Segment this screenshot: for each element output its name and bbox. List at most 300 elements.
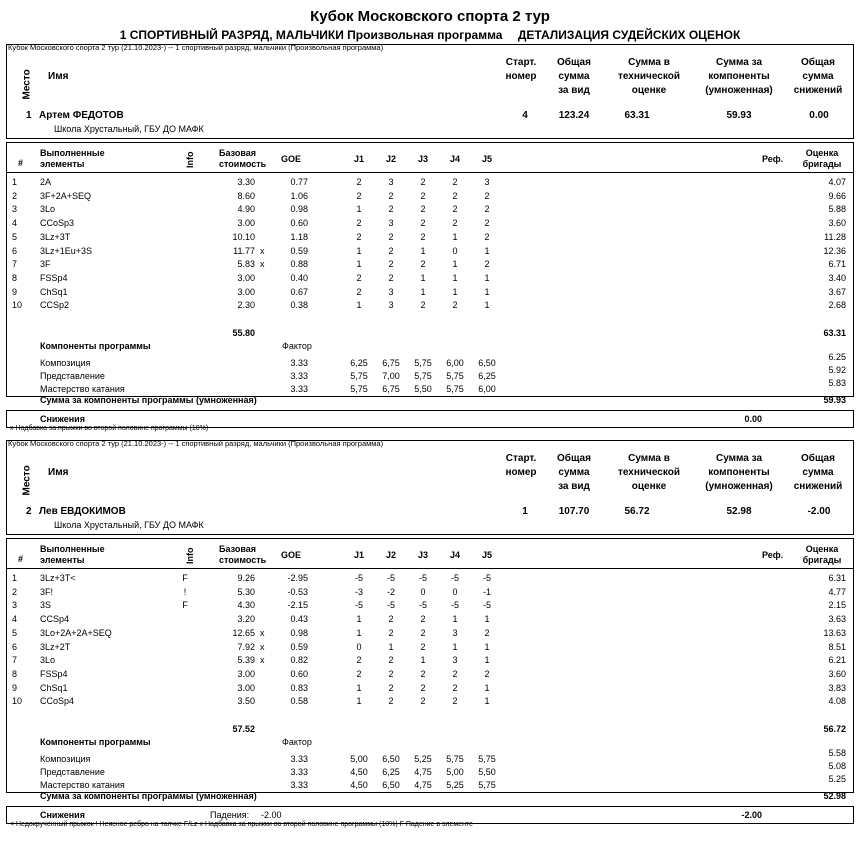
component-judge-score: 6,25	[382, 767, 400, 777]
element-panel-score: 4.08	[828, 696, 846, 707]
element-judge-score: 2	[420, 231, 426, 242]
element-bonus-mark: x	[260, 627, 265, 638]
component-judge-score: 5,75	[478, 754, 496, 764]
component-name: Композиция	[40, 754, 91, 764]
element-number: 4	[12, 614, 18, 625]
element-code: FSSp4	[40, 668, 68, 679]
element-panel-score: 8.51	[828, 641, 846, 652]
element-judge-score: 1	[484, 614, 490, 625]
element-judge-score: 1	[356, 300, 362, 311]
element-goe: -2.95	[287, 573, 308, 583]
total-header: Общая сумма за вид	[557, 57, 591, 96]
element-judge-score: 2	[420, 300, 426, 311]
name-header: Имя	[48, 71, 69, 82]
element-info: !	[183, 586, 187, 597]
component-judge-score: 5,75	[414, 371, 432, 381]
element-judge-score: 0	[452, 586, 458, 597]
element-code: 3F+2A+SEQ	[40, 190, 92, 201]
element-number: 5	[12, 231, 18, 242]
start-no-value: 4	[522, 110, 528, 121]
element-code: 3F	[40, 259, 51, 270]
element-goe: -2.15	[287, 600, 308, 611]
element-judge-score: 2	[420, 682, 426, 693]
element-info: F	[182, 600, 188, 611]
pcs-sum-label: Сумма за компоненты программы (умноженная)	[40, 395, 257, 405]
element-goe: 0.40	[290, 272, 308, 283]
component-judge-score: 6,25	[350, 358, 368, 368]
element-base-value: 3.00	[237, 218, 255, 229]
element-judge-score: 2	[420, 641, 426, 652]
element-judge-score: 1	[420, 655, 426, 666]
component-judge-score: 5,75	[446, 754, 464, 764]
component-judge-score: 5,25	[446, 780, 464, 790]
element-judge-score: 0	[452, 245, 458, 256]
component-judge-score: 4,75	[414, 780, 432, 790]
component-factor: 3.33	[290, 767, 308, 777]
element-judge-score: 2	[452, 177, 458, 187]
element-judge-score: 3	[388, 218, 394, 229]
component-name: Мастерство катания	[40, 780, 125, 790]
deductions-total: 0.00	[744, 414, 762, 424]
j5-header: J5	[481, 154, 492, 164]
deductions-total: -2.00	[741, 810, 762, 820]
elements-header: Выполненные элементы	[40, 148, 105, 169]
element-code: 3F!	[40, 586, 54, 597]
element-code: 3Lz+3T	[40, 231, 71, 242]
element-panel-score: 6.21	[828, 655, 846, 666]
element-panel-score: 3.67	[828, 286, 846, 297]
event-caption: Кубок Московского спорта 2 тур (21.10.2023-) -- 1 спортивный разряд, мальчики (Произвольная программа)	[8, 43, 384, 52]
element-code: 2A	[40, 177, 52, 187]
element-number: 3	[12, 600, 18, 611]
pcs-sum-value: 59.93	[823, 395, 846, 405]
start-no-value: 1	[522, 506, 528, 517]
element-code: 3Lo	[40, 204, 56, 215]
element-judge-score: 1	[484, 300, 490, 311]
element-code: CCoSp4	[40, 696, 75, 707]
element-panel-score: 4.07	[828, 177, 846, 187]
place-header: Место	[21, 465, 33, 496]
element-panel-score: 6.71	[828, 259, 846, 270]
element-code: 3Lz+3T<	[40, 573, 76, 583]
element-judge-score: 1	[484, 245, 490, 256]
start-no-header: Старт. номер	[505, 57, 537, 82]
element-judge-score: 2	[356, 286, 362, 297]
element-judge-score: 3	[484, 177, 490, 187]
element-judge-score: -2	[386, 586, 395, 597]
element-number: 2	[12, 190, 18, 201]
total-value: 107.70	[558, 506, 590, 517]
element-number: 10	[12, 300, 23, 311]
component-judge-score: 6,50	[382, 780, 400, 790]
element-judge-score: 2	[388, 272, 394, 283]
goe-header: GOE	[281, 154, 302, 164]
element-judge-score: 2	[452, 218, 458, 229]
element-number: 6	[12, 641, 18, 652]
element-judge-score: 2	[388, 190, 394, 201]
element-judge-score: 2	[420, 177, 426, 187]
element-judge-score: 2	[388, 682, 394, 693]
category-label: 1 СПОРТИВНЫЙ РАЗРЯД, МАЛЬЧИКИ Произвольная программа	[119, 28, 503, 42]
element-judge-score: 0	[356, 641, 362, 652]
element-base-value: 12.65	[232, 627, 255, 638]
element-judge-score: 1	[484, 641, 490, 652]
element-base-value: 8.60	[237, 190, 255, 201]
element-goe: 0.77	[290, 177, 308, 187]
element-judge-score: 2	[356, 218, 362, 229]
element-judge-score: 1	[484, 655, 490, 666]
element-judge-score: 2	[452, 696, 458, 707]
element-goe: 0.59	[290, 245, 308, 256]
element-judge-score: 2	[420, 259, 426, 270]
element-panel-score: 3.60	[828, 218, 846, 229]
component-judge-score: 6,25	[478, 371, 496, 381]
element-goe: 0.60	[290, 668, 308, 679]
element-judge-score: 2	[452, 668, 458, 679]
header-divider	[6, 568, 854, 569]
skater-club: Школа Хрустальный, ГБУ ДО МАФК	[54, 124, 204, 134]
element-goe: 0.67	[290, 286, 308, 297]
element-judge-score: -5	[354, 600, 363, 611]
element-judge-score: 2	[356, 190, 362, 201]
element-judge-score: 2	[452, 190, 458, 201]
factor-header: Фактор	[282, 737, 312, 747]
component-name: Представление	[40, 767, 105, 777]
num-header: #	[18, 554, 24, 564]
element-panel-score: 3.40	[828, 272, 846, 283]
element-judge-score: 2	[484, 259, 490, 270]
element-judge-score: 1	[356, 682, 362, 693]
element-judge-score: 2	[388, 259, 394, 270]
component-judge-score: 6,00	[446, 358, 464, 368]
deductions-header: Общая сумма снижений	[793, 57, 843, 96]
component-factor: 3.33	[290, 780, 308, 790]
component-judge-score: 4,75	[414, 767, 432, 777]
element-goe: 0.98	[290, 204, 308, 215]
element-goe: 1.06	[290, 190, 308, 201]
element-judge-score: 1	[388, 641, 394, 652]
element-judge-score: 2	[452, 300, 458, 311]
deductions-value: -2.00	[807, 506, 831, 517]
info-header: Info	[185, 547, 195, 564]
element-judge-score: 2	[388, 245, 394, 256]
element-judge-score: -3	[354, 586, 363, 597]
element-judge-score: 1	[356, 614, 362, 625]
element-judge-score: -5	[386, 600, 395, 611]
factor-header: Фактор	[282, 341, 312, 351]
element-judge-score: 1	[420, 245, 426, 256]
element-judge-score: 1	[484, 272, 490, 283]
deductions-header: Общая сумма снижений	[793, 453, 843, 492]
element-goe: 0.59	[290, 641, 308, 652]
components-header: Компоненты программы	[40, 341, 151, 351]
element-base-value: 4.30	[237, 600, 255, 611]
element-panel-score: 4.77	[828, 586, 846, 597]
element-info: F	[182, 573, 188, 583]
element-goe: 0.98	[290, 627, 308, 638]
start-no-header: Старт. номер	[505, 453, 537, 478]
element-goe: 0.58	[290, 696, 308, 707]
element-number: 5	[12, 627, 18, 638]
element-code: 3Lo+2A+2A+SEQ	[40, 627, 112, 638]
element-number: 8	[12, 272, 18, 283]
component-judge-score: 5,75	[414, 358, 432, 368]
element-judge-score: 2	[484, 190, 490, 201]
footnote-bonus: x Надбавка за прыжки во второй половине программы (10%)	[10, 425, 209, 432]
element-code: 3Lz+1Eu+3S	[40, 245, 93, 256]
element-judge-score: 2	[388, 627, 394, 638]
component-score: 5.92	[828, 365, 846, 375]
elements-header: Выполненные элементы	[40, 544, 105, 565]
element-base-value: 3.30	[237, 177, 255, 187]
element-judge-score: 3	[388, 286, 394, 297]
ref-header: Реф.	[762, 550, 784, 560]
element-judge-score: 1	[452, 286, 458, 297]
element-judge-score: 2	[356, 231, 362, 242]
info-header: Info	[185, 151, 195, 168]
element-goe: 0.60	[290, 218, 308, 229]
element-base-value: 9.26	[237, 573, 255, 583]
pcs-value: 52.98	[726, 506, 752, 517]
element-judge-score: 2	[484, 668, 490, 679]
element-judge-score: 1	[356, 259, 362, 270]
element-code: CCSp2	[40, 300, 70, 311]
element-judge-score: 1	[420, 286, 426, 297]
skater-name: Артем ФЕДОТОВ	[39, 110, 124, 121]
element-judge-score: 3	[452, 655, 458, 666]
element-panel-score: 11.28	[824, 231, 846, 242]
element-number: 1	[12, 177, 18, 187]
j3-header: J3	[417, 550, 428, 560]
element-judge-score: -5	[450, 600, 459, 611]
component-judge-score: 5,50	[414, 384, 432, 394]
element-number: 9	[12, 682, 18, 693]
element-judge-score: 2	[388, 668, 394, 679]
element-goe: 0.88	[290, 259, 308, 270]
element-base-value: 5.39	[237, 655, 255, 666]
tes-value: 63.31	[624, 110, 650, 121]
element-number: 9	[12, 286, 18, 297]
component-factor: 3.33	[290, 371, 308, 381]
element-number: 2	[12, 586, 18, 597]
skater-name: Лев ЕВДОКИМОВ	[39, 506, 126, 517]
component-name: Мастерство катания	[40, 384, 125, 394]
component-factor: 3.33	[290, 384, 308, 394]
element-panel-score: 3.83	[828, 682, 846, 693]
tes-total: 56.72	[823, 724, 846, 734]
event-caption: Кубок Московского спорта 2 тур (21.10.2023-) -- 1 спортивный разряд, мальчики (Произвольная программа)	[8, 439, 384, 448]
element-number: 3	[12, 204, 18, 215]
j4-header: J4	[449, 154, 460, 164]
element-judge-score: 2	[420, 627, 426, 638]
element-judge-score: 1	[452, 641, 458, 652]
pcs-value: 59.93	[726, 110, 752, 121]
component-score: 5.25	[828, 774, 846, 784]
element-judge-score: 1	[484, 682, 490, 693]
element-judge-score: 3	[388, 177, 394, 187]
element-number: 10	[12, 696, 23, 707]
j2-header: J2	[385, 154, 396, 164]
base-header: Базовая стоимость	[219, 148, 267, 169]
pcs-sum-value: 52.98	[823, 791, 846, 801]
component-judge-score: 5,75	[478, 780, 496, 790]
element-goe: 0.82	[290, 655, 308, 666]
element-number: 7	[12, 655, 18, 666]
element-code: 3Lo	[40, 655, 56, 666]
element-judge-score: 2	[452, 682, 458, 693]
falls-value: -2.00	[261, 810, 282, 820]
component-judge-score: 7,00	[382, 371, 400, 381]
footnote-legend: < Недокрученный прыжок ! Неясное ребро на толчке F/Lz x Надбавка за прыжки во второй половине программы (10%) F Падение в элементе	[10, 821, 473, 828]
component-judge-score: 6,00	[478, 384, 496, 394]
base-total: 57.52	[232, 724, 255, 734]
element-judge-score: 2	[420, 668, 426, 679]
deductions-label: Снижения	[40, 414, 85, 424]
document-type-label: ДЕТАЛИЗАЦИЯ СУДЕЙСКИХ ОЦЕНОК	[517, 28, 741, 42]
element-judge-score: 2	[420, 696, 426, 707]
num-header: #	[18, 158, 24, 168]
deductions-label: Снижения	[40, 810, 85, 820]
element-judge-score: 2	[484, 204, 490, 215]
goe-header: GOE	[281, 550, 302, 560]
element-base-value: 3.00	[237, 286, 255, 297]
component-judge-score: 5,75	[350, 371, 368, 381]
element-judge-score: 1	[484, 696, 490, 707]
element-judge-score: -1	[482, 586, 491, 597]
element-base-value: 3.00	[237, 682, 255, 693]
component-judge-score: 5,75	[446, 371, 464, 381]
element-judge-score: 2	[388, 231, 394, 242]
element-judge-score: 2	[388, 696, 394, 707]
component-score: 5.58	[828, 748, 846, 758]
element-panel-score: 2.15	[828, 600, 846, 611]
component-judge-score: 5,25	[414, 754, 432, 764]
element-base-value: 5.30	[237, 586, 255, 597]
component-judge-score: 5,00	[350, 754, 368, 764]
page-subtitle	[0, 28, 860, 42]
j1-header: J1	[353, 550, 364, 560]
deductions-value: 0.00	[809, 110, 829, 121]
element-judge-score: 3	[388, 300, 394, 311]
element-goe: 0.38	[290, 300, 308, 311]
element-number: 7	[12, 259, 18, 270]
panel-header: Оценка бригады	[802, 544, 842, 565]
element-judge-score: 2	[388, 614, 394, 625]
page-title: Кубок Московского спорта 2 тур	[310, 8, 550, 25]
component-name: Композиция	[40, 358, 91, 368]
element-code: FSSp4	[40, 272, 68, 283]
component-judge-score: 6,50	[382, 754, 400, 764]
component-judge-score: 5,00	[446, 767, 464, 777]
element-base-value: 5.83	[237, 259, 255, 270]
base-total: 55.80	[232, 328, 255, 338]
element-panel-score: 9.66	[828, 190, 846, 201]
element-judge-score: 2	[356, 655, 362, 666]
element-judge-score: 2	[420, 190, 426, 201]
element-goe: 0.83	[290, 682, 308, 693]
element-panel-score: 3.63	[828, 614, 846, 625]
element-judge-score: 1	[452, 272, 458, 283]
element-judge-score: 2	[388, 204, 394, 215]
element-base-value: 3.50	[237, 696, 255, 707]
element-judge-score: 1	[356, 245, 362, 256]
place-header: Место	[21, 69, 33, 100]
element-number: 8	[12, 668, 18, 679]
component-judge-score: 5,50	[478, 767, 496, 777]
tes-value: 56.72	[624, 506, 650, 517]
j2-header: J2	[385, 550, 396, 560]
tes-header: Сумма в технической оценке	[617, 453, 680, 492]
element-goe: 1.18	[290, 231, 308, 242]
j4-header: J4	[449, 550, 460, 560]
element-judge-score: 3	[452, 627, 458, 638]
element-panel-score: 3.60	[828, 668, 846, 679]
component-judge-score: 6,75	[382, 358, 400, 368]
element-judge-score: 2	[452, 204, 458, 215]
element-bonus-mark: x	[260, 245, 265, 256]
element-judge-score: 1	[452, 614, 458, 625]
element-base-value: 10.10	[232, 231, 255, 242]
pcs-sum-label: Сумма за компоненты программы (умноженная)	[40, 791, 257, 801]
element-judge-score: -5	[418, 600, 427, 611]
place-value: 2	[26, 506, 32, 517]
element-bonus-mark: x	[260, 259, 265, 270]
element-base-value: 3.00	[237, 668, 255, 679]
name-header: Имя	[48, 467, 69, 478]
falls-label: Падения:	[210, 810, 250, 820]
element-bonus-mark: x	[260, 655, 265, 666]
element-judge-score: -5	[482, 573, 491, 583]
element-base-value: 4.90	[237, 204, 255, 215]
element-panel-score: 12.36	[823, 245, 846, 256]
total-value: 123.24	[558, 110, 590, 121]
element-judge-score: 2	[388, 655, 394, 666]
element-code: CCSp4	[40, 614, 70, 625]
element-base-value: 7.92	[237, 641, 255, 652]
element-judge-score: 1	[356, 696, 362, 707]
element-judge-score: -5	[450, 573, 459, 583]
element-judge-score: 1	[356, 627, 362, 638]
element-judge-score: 2	[420, 614, 426, 625]
element-code: ChSq1	[40, 682, 68, 693]
place-value: 1	[26, 110, 32, 121]
element-judge-score: 2	[420, 204, 426, 215]
j5-header: J5	[481, 550, 492, 560]
element-goe: -0.53	[287, 586, 308, 597]
element-judge-score: 1	[484, 286, 490, 297]
element-base-value: 2.30	[237, 300, 255, 311]
element-judge-score: -5	[354, 573, 363, 583]
element-judge-score: 1	[356, 204, 362, 215]
components-header: Компоненты программы	[40, 737, 151, 747]
element-judge-score: 2	[484, 218, 490, 229]
base-header: Базовая стоимость	[219, 544, 267, 565]
element-number: 1	[12, 573, 18, 583]
element-base-value: 3.20	[237, 614, 255, 625]
header-divider	[6, 172, 854, 173]
element-judge-score: 0	[420, 586, 426, 597]
component-name: Представление	[40, 371, 105, 381]
element-judge-score: 2	[356, 668, 362, 679]
element-judge-score: -5	[482, 600, 491, 611]
tes-total: 63.31	[823, 328, 846, 338]
element-judge-score: 2	[356, 177, 362, 187]
element-panel-score: 13.63	[823, 627, 846, 638]
component-factor: 3.33	[290, 754, 308, 764]
skater-club: Школа Хрустальный, ГБУ ДО МАФК	[54, 520, 204, 530]
element-judge-score: 1	[452, 231, 458, 242]
component-judge-score: 4,50	[350, 767, 368, 777]
